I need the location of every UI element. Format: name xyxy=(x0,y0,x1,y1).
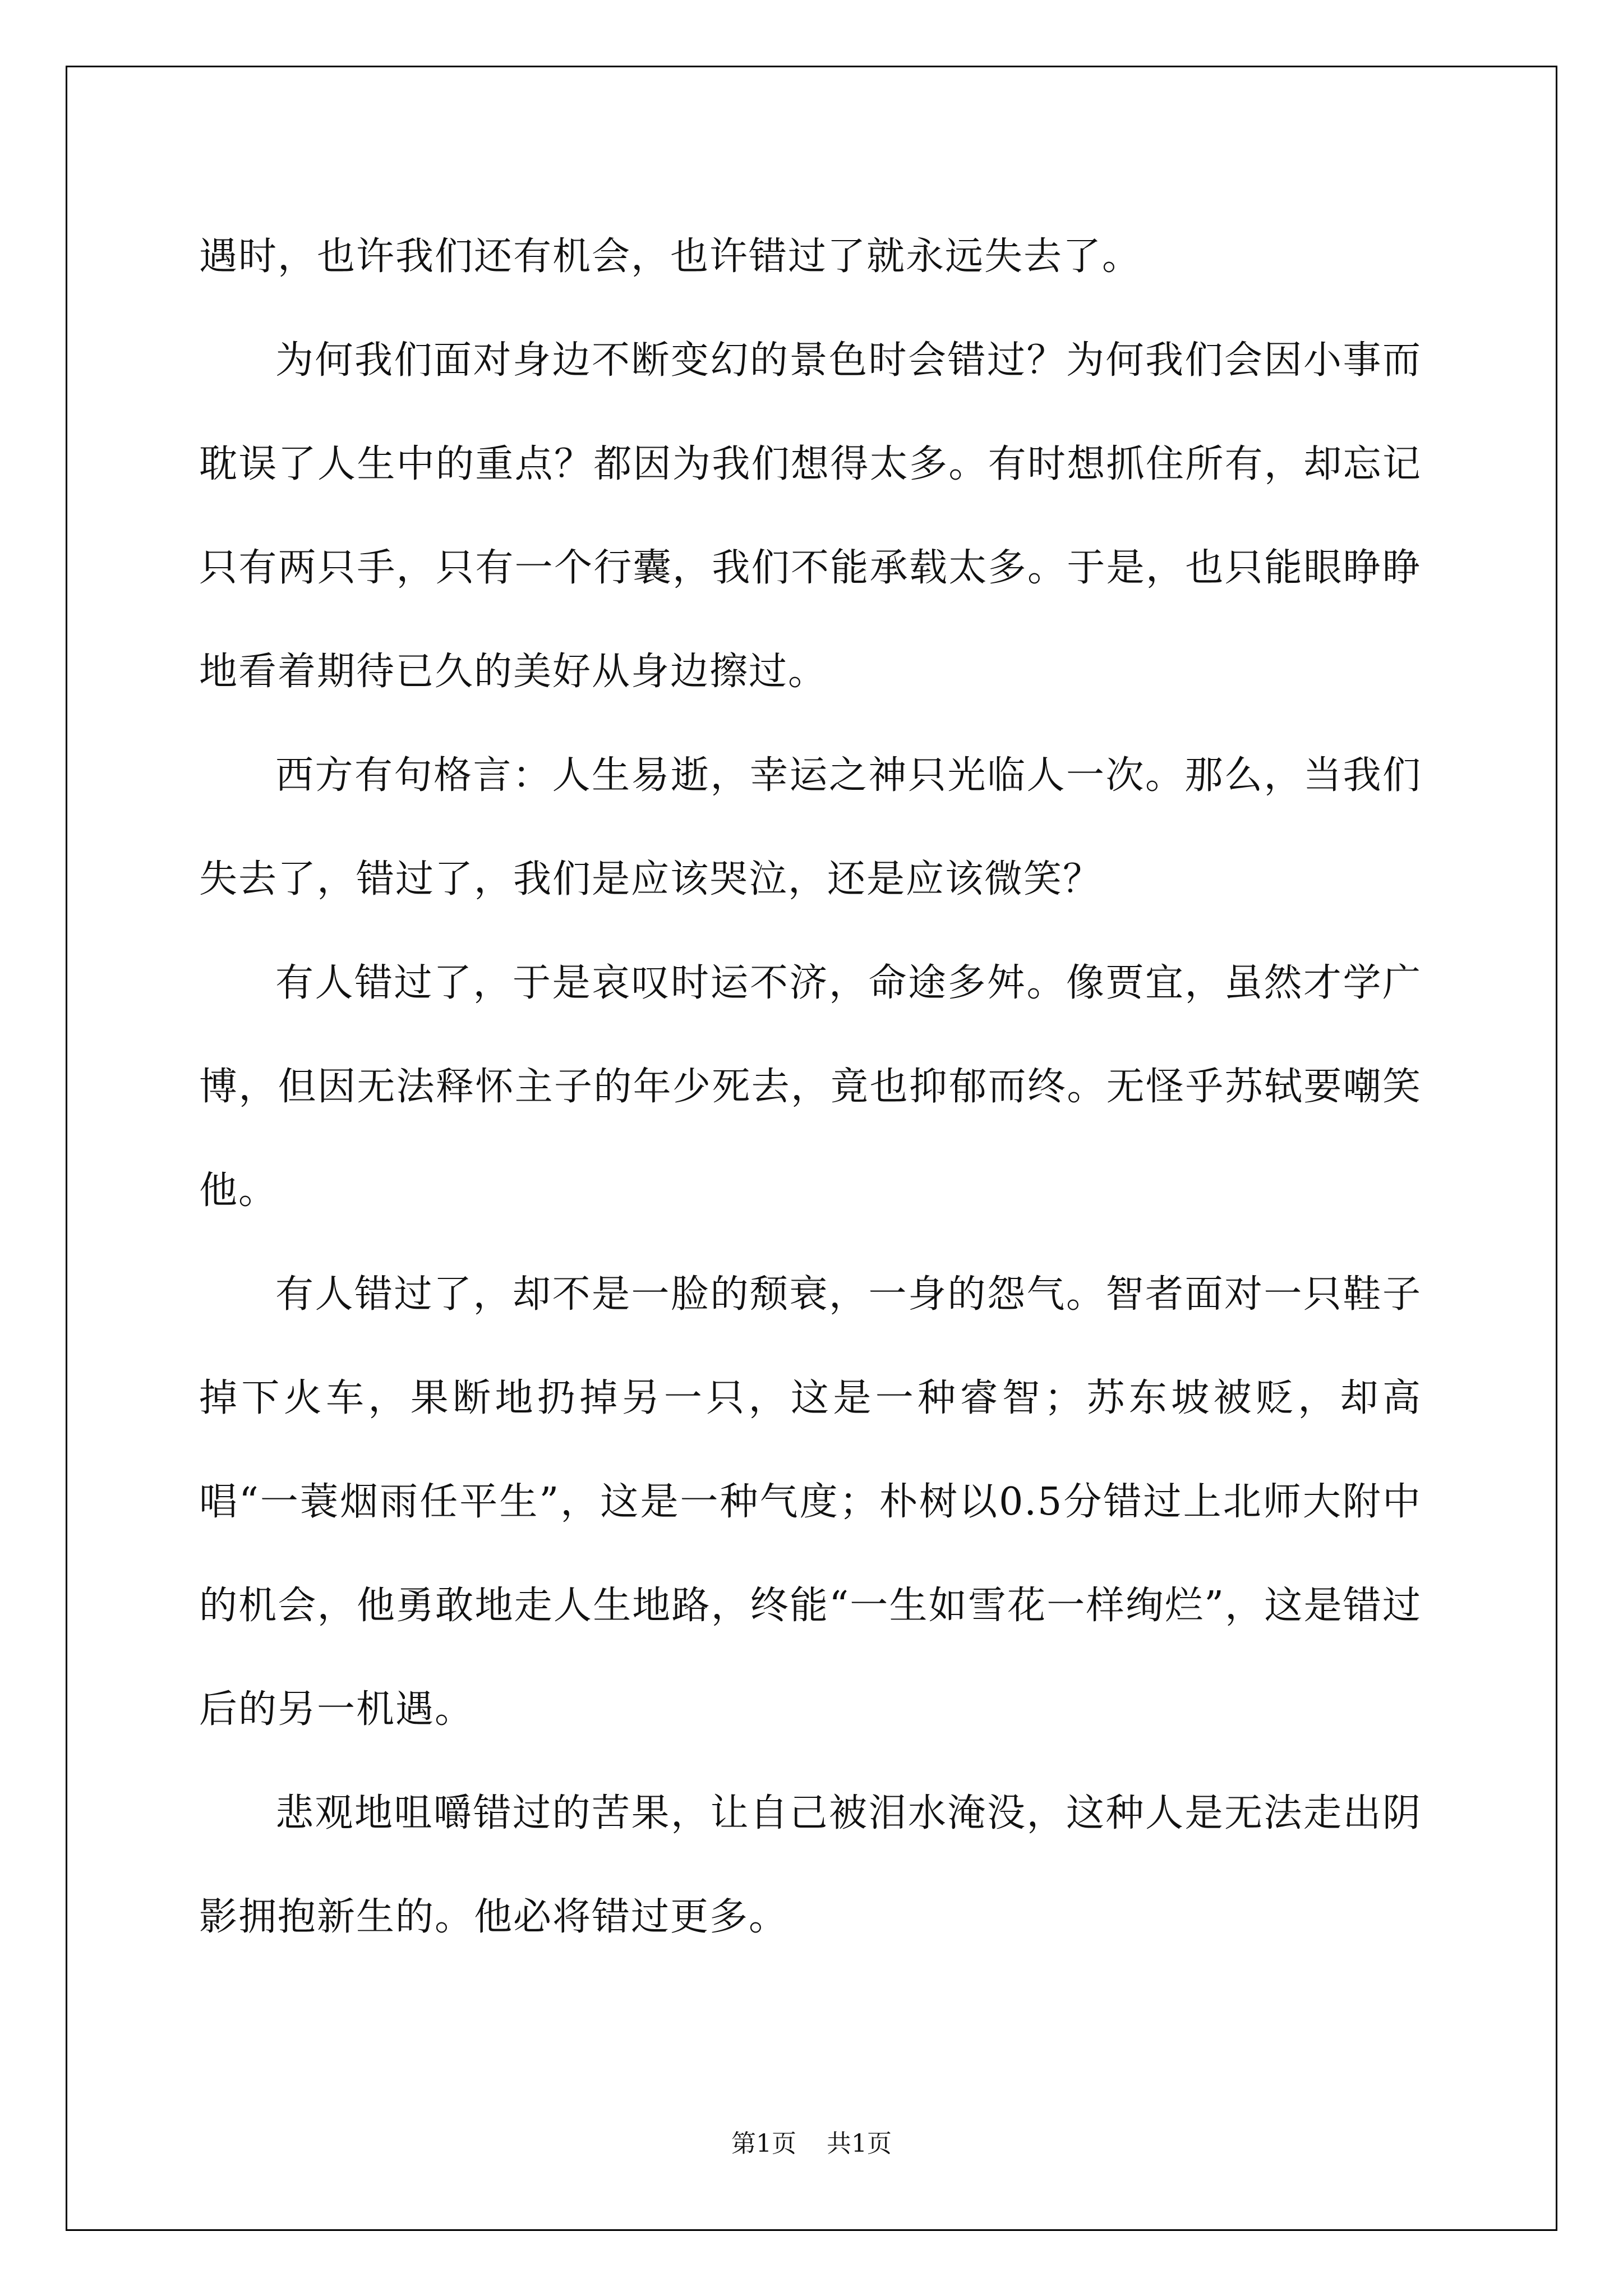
page-number: 第1页 xyxy=(731,2129,796,2158)
paragraph-5: 有人错过了，却不是一脸的颓衰，一身的怨气。智者面对一只鞋子掉下火车，果断地扔掉另一只，这是一种睿智；苏东坡被贬，却高唱“一蓑烟雨任平生”，这是一种气度；朴树以0.5分错过上北师大附中的机会，他勇敢地走人生地路，终能“一生如雪花一样绚烂”，这是错过后的另一机遇。 xyxy=(199,1272,1422,1732)
paragraph-3: 西方有句格言：人生易逝，幸运之神只光临人一次。那么，当我们失去了，错过了，我们是应该哭泣，还是应该微笑？ xyxy=(199,753,1422,901)
paragraph-4: 有人错过了，于是哀叹时运不济，命途多舛。像贾宜，虽然才学广博，但因无法释怀主子的年少死去，竟也抑郁而终。无怪乎苏轼要嘲笑他。 xyxy=(199,961,1422,1213)
paragraph-1: 遇时，也许我们还有机会，也许错过了就永远失去了。 xyxy=(199,234,1142,279)
page-footer xyxy=(0,2123,1623,2159)
document-body xyxy=(199,205,1422,1969)
paragraph-2: 为何我们面对身边不断变幻的景色时会错过？为何我们会因小事而耽误了人生中的重点？都因为我们想得太多。有时想抓住所有，却忘记只有两只手，只有一个行囊，我们不能承载太多。于是，也只能眼睁睁地看着期待已久的美好从身边擦过。 xyxy=(199,338,1422,694)
page-total: 共1页 xyxy=(827,2129,892,2158)
paragraph-6: 悲观地咀嚼错过的苦果，让自己被泪水淹没，这种人是无法走出阴影拥抱新生的。他必将错过更多。 xyxy=(199,1791,1422,1939)
